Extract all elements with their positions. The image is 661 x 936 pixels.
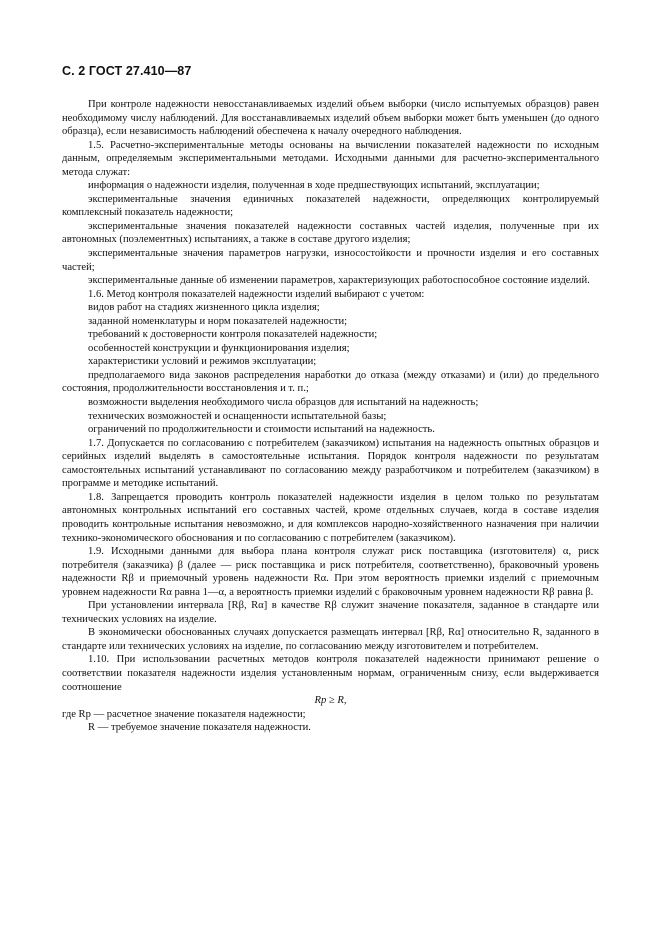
paragraph: 1.9. Исходными данными для выбора плана контроля служат риск поставщика (изготовителя) α, риск потребителя (заказчика) β (далее — риск поставщика и риск потребителя, соответственно), браковочный уровень надежности Rβ и приемочный уровень надежности Rα. При этом вероятность приемки изделий с приемочным уровнем надежности Rα равна 1—α, а вероятность приемки изделий с браковочным уровнем надежности Rβ равна β. bbox=[62, 546, 599, 598]
paragraph: При контроле надежности невосстанавливаемых изделий объем выборки (число испытуемых образцов) равен необходимому числу наблюдений. Для восстанавливаемых изделий объем выборки может быть уменьшен (до одного образца), если независимость наблюдений обеспечена к началу очередного наблюдения. bbox=[62, 99, 599, 138]
list-item: особенностей конструкции и функционирования изделия; bbox=[88, 342, 350, 354]
paragraph: 1.10. При использовании расчетных методов контроля показателей надежности принимают решение о соответствии показателя надежности изделия установленным нормам, ограниченным снизу, если выдерживается соотношение bbox=[62, 654, 599, 693]
where-line: R — требуемое значение показателя надежности. bbox=[88, 722, 311, 734]
paragraph: 1.8. Запрещается проводить контроль показателей надежности изделия в целом только по результатам автономных контрольных испытаний его составных частей, кроме отдельных случаев, когда в составе изделия проводить контрольные испытания невозможно, и для комплексов народно-хозяйственного назначения при наличии технико-экономического обоснования и по согласованию с потребителем (заказчиком). bbox=[62, 491, 599, 544]
paragraph: При установлении интервала [Rβ, Rα] в качестве Rβ служит значение показателя, заданное в стандарте или технических условиях на изделие. bbox=[62, 600, 599, 625]
formula: Rр ≥ R, bbox=[314, 695, 347, 707]
list-item: экспериментальные значения единичных показателей надежности, определяющих контролируемый комплексный показатель надежности; bbox=[62, 193, 599, 219]
list-item: характеристики условий и режимов эксплуатации; bbox=[88, 356, 317, 368]
page-header: С. 2 ГОСТ 27.410—87 bbox=[62, 64, 192, 78]
list-item: ограничений по продолжительности и стоимости испытаний на надежность. bbox=[88, 424, 435, 436]
paragraph: 1.6. Метод контроля показателей надежности изделий выбирают с учетом: bbox=[88, 288, 425, 300]
where-line: где Rр — расчетное значение показателя надежности; bbox=[62, 708, 306, 720]
list-item: требований к достоверности контроля показателей надежности; bbox=[88, 329, 378, 341]
list-item: экспериментальные данные об изменении параметров, характеризующих работоспособное состояние изделий. bbox=[88, 275, 590, 287]
list-item: возможности выделения необходимого числа образцов для испытаний на надежность; bbox=[88, 397, 479, 409]
list-item: предполагаемого вида законов распределения наработки до отказа (между отказами) и (или) до предельного состояния, продолжительности восстановления и т. п.; bbox=[62, 369, 599, 395]
list-item: заданной номенклатуры и норм показателей надежности; bbox=[88, 315, 348, 327]
paragraph: 1.7. Допускается по согласованию с потребителем (заказчиком) испытания на надежность опытных образцов и серийных изделий выделять в самостоятельные испытания. Порядок контроля надежности по результатам самостоятельных испытаний устанавливают по согласованию между разработчиком и потребителем (заказчиком) в программе и методике испытаний. bbox=[62, 437, 599, 490]
document-body bbox=[62, 98, 599, 735]
paragraph: 1.5. Расчетно-экспериментальные методы основаны на вычислении показателей надежности по исходным данным, определяемым экспериментальными методами. Исходными данными для расчетно-экспериментального метода служат: bbox=[62, 139, 599, 178]
paragraph: В экономически обоснованных случаях допускается размещать интервал [Rβ, Rα] относительно R, заданного в стандарте или технических условиях на изделие, по согласованию между изготовителем и потребителем. bbox=[62, 627, 599, 652]
list-item: информация о надежности изделия, полученная в ходе предшествующих испытаний, эксплуатации; bbox=[88, 180, 540, 192]
list-item: экспериментальные значения показателей надежности составных частей изделия, полученные при их автономных (поэлементных) испытаниях, а также в составе другого изделия; bbox=[62, 220, 599, 246]
list-item: технических возможностей и оснащенности испытательной базы; bbox=[88, 410, 387, 422]
list-item: видов работ на стадиях жизненного цикла изделия; bbox=[88, 302, 320, 314]
list-item: экспериментальные значения параметров нагрузки, износостойкости и прочности изделия и его составных частей; bbox=[62, 248, 599, 273]
